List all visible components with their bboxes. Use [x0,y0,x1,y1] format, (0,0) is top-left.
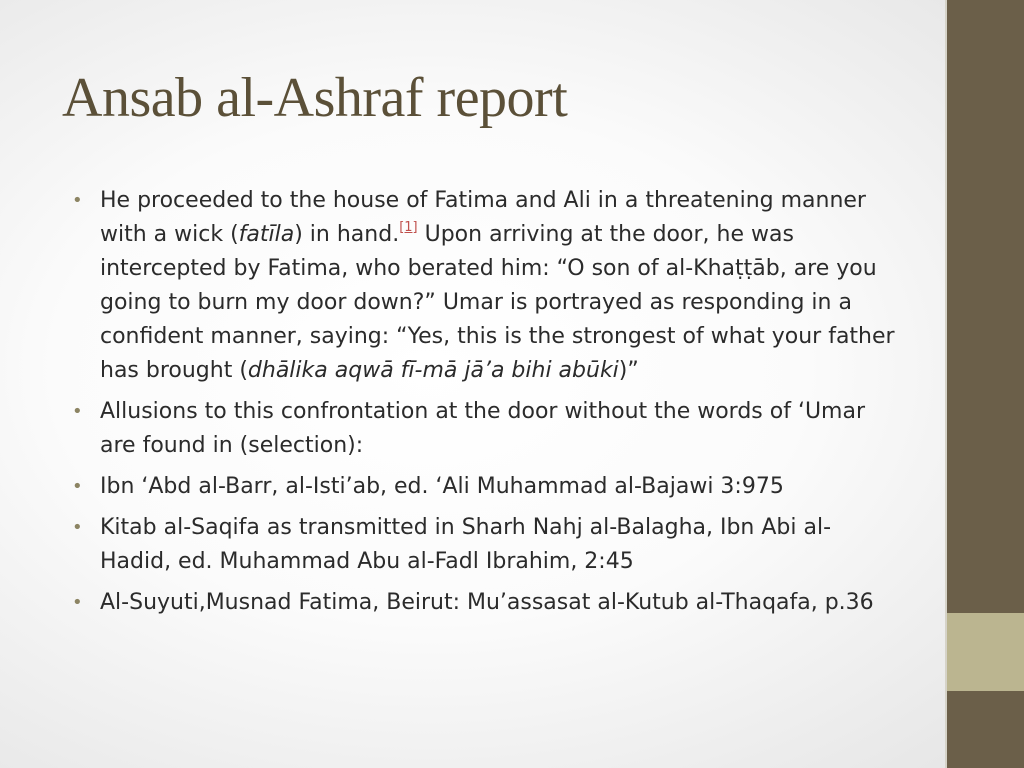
bullet-2-text: Allusions to this confrontation at the door without the words of ‘Umar are found in (selection): [100,399,866,458]
bullet-1-text-a: He proceeded to the house of Fatima and Ali in a threatening manner with a wick ( [100,188,866,247]
bullet-1-text-c: Upon arriving at the door, he was intercepted by Fatima, who berated him: “O son of al-Khaṭṭāb, are you going to burn my door down?” Umar is portrayed as responding in a confident manner, saying: “Yes, this is the strongest of what your father has brought ( [100,222,895,383]
bullet-icon: • [72,517,83,538]
footnote-link[interactable]: [1] [399,220,418,235]
bullet-5-text: Al-Suyuti,Musnad Fatima, Beirut: Mu’assasat al-Kutub al-Thaqafa, p.36 [100,590,874,615]
bullet-1-italic-b: dhālika aqwā fī-mā jā’a bihi abūki [247,358,619,383]
bullet-item-2 [72,395,902,463]
bullet-1-italic-a: fatīla [238,222,295,247]
bullet-item-5 [72,586,902,620]
side-band-accent [947,613,1024,691]
bullet-icon: • [72,190,83,211]
bullet-icon: • [72,592,83,613]
bullet-3-text: Ibn ‘Abd al-Barr, al-Isti’ab, ed. ‘Ali Muhammad al-Bajawi 3:975 [100,474,784,499]
side-band-edge [945,0,947,768]
bullet-item-4 [72,511,902,579]
bullet-item-3 [72,470,902,504]
bullet-icon: • [72,401,83,422]
bullet-1-text-b: ) in hand. [294,222,400,247]
slide-title: Ansab al-Ashraf report [62,67,568,129]
bullet-list [72,184,902,627]
bullet-icon: • [72,476,83,497]
bullet-1-text-d: )” [618,358,639,383]
bullet-4-text: Kitab al-Saqifa as transmitted in Sharh Nahj al-Balagha, Ibn Abi al-Hadid, ed. Muhammad Abu al-Fadl Ibrahim, 2:45 [100,515,832,574]
bullet-item-1 [72,184,902,388]
